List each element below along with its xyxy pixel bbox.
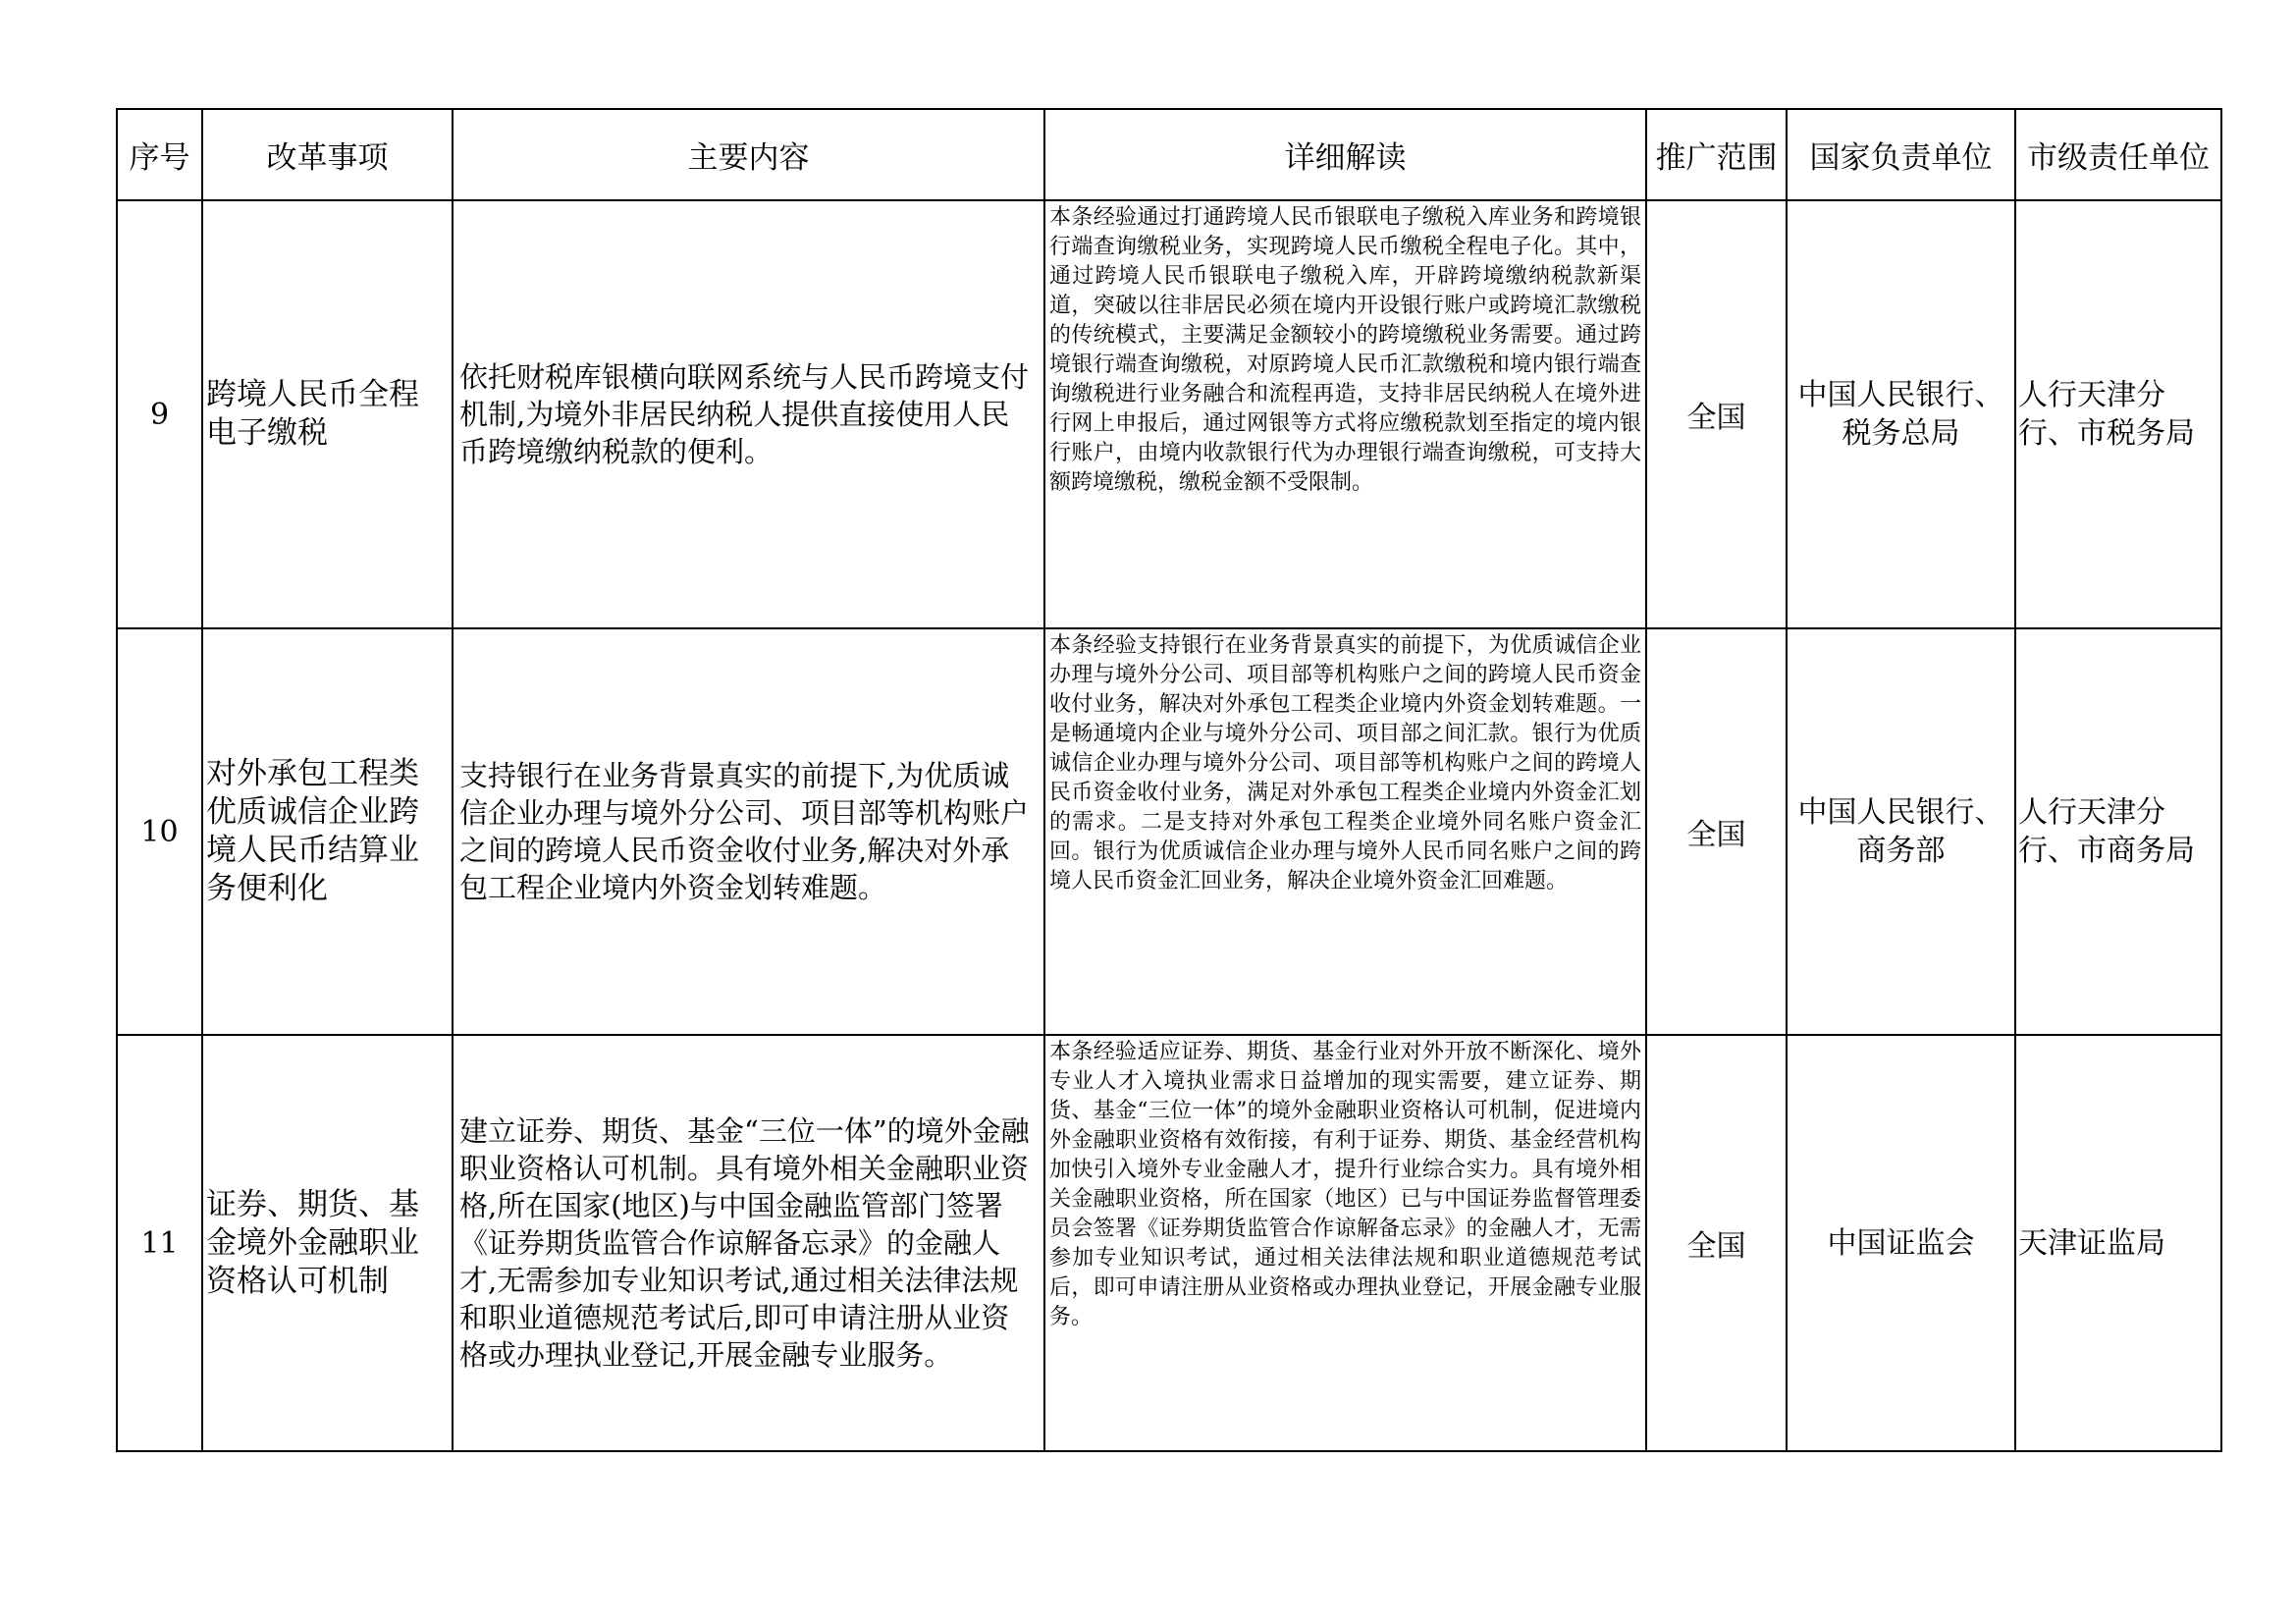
table-row [117, 200, 2221, 628]
header-scope: 推广范围 [1646, 109, 1787, 200]
row-municipal: 人行天津分行、市税务局 [2015, 200, 2221, 628]
header-detail: 详细解读 [1044, 109, 1646, 200]
row-content: 建立证券、期货、基金“三位一体”的境外金融职业资格认可机制。具有境外相关金融职业资格,所在国家(地区)与中国金融监管部门签署《证券期货监管合作谅解备忘录》的金融人才,无需参加专业知识考试,通过相关法律法规和职业道德规范考试后,即可申请注册从业资格或办理执业登记,开展金融专业服务。 [453, 1035, 1044, 1451]
row-scope: 全国 [1646, 1035, 1787, 1451]
row-content: 支持银行在业务背景真实的前提下,为优质诚信企业办理与境外分公司、项目部等机构账户之间的跨境人民币资金收付业务,解决对外承包工程企业境内外资金划转难题。 [453, 628, 1044, 1035]
row-municipal: 人行天津分行、市商务局 [2015, 628, 2221, 1035]
row-item: 证券、期货、基金境外金融职业资格认可机制 [202, 1035, 453, 1451]
header-national: 国家负责单位 [1787, 109, 2015, 200]
row-seq: 10 [117, 628, 202, 1035]
header-item: 改革事项 [202, 109, 453, 200]
table-row [117, 1035, 2221, 1451]
row-item: 跨境人民币全程电子缴税 [202, 200, 453, 628]
row-detail: 本条经验适应证券、期货、基金行业对外开放不断深化、境外专业人才入境执业需求日益增加的现实需要，建立证券、期货、基金“三位一体”的境外金融职业资格认可机制，促进境内外金融职业资格有效衔接，有利于证券、期货、基金经营机构加快引入境外专业金融人才，提升行业综合实力。具有境外相关金融职业资格，所在国家（地区）已与中国证券监督管理委员会签署《证券期货监管合作谅解备忘录》的金融人才，无需参加专业知识考试，通过相关法律法规和职业道德规范考试后，即可申请注册从业资格或办理执业登记，开展金融专业服务。 [1044, 1035, 1646, 1451]
row-scope: 全国 [1646, 200, 1787, 628]
row-national: 中国证监会 [1787, 1035, 2015, 1451]
header-municipal: 市级责任单位 [2015, 109, 2221, 200]
row-content: 依托财税库银横向联网系统与人民币跨境支付机制,为境外非居民纳税人提供直接使用人民币跨境缴纳税款的便利。 [453, 200, 1044, 628]
row-detail: 本条经验支持银行在业务背景真实的前提下，为优质诚信企业办理与境外分公司、项目部等机构账户之间的跨境人民币资金收付业务，解决对外承包工程类企业境内外资金划转难题。一是畅通境内企业与境外分公司、项目部之间汇款。银行为优质诚信企业办理与境外分公司、项目部等机构账户之间的跨境人民币资金收付业务，满足对外承包工程类企业境内外资金汇划的需求。二是支持对外承包工程类企业境外同名账户资金汇回。银行为优质诚信企业办理与境外人民币同名账户之间的跨境人民币资金汇回业务，解决企业境外资金汇回难题。 [1044, 628, 1646, 1035]
row-national: 中国人民银行、税务总局 [1787, 200, 2015, 628]
row-seq: 11 [117, 1035, 202, 1451]
header-row [117, 109, 2221, 200]
table-row [117, 628, 2221, 1035]
row-municipal: 天津证监局 [2015, 1035, 2221, 1451]
row-scope: 全国 [1646, 628, 1787, 1035]
header-content: 主要内容 [453, 109, 1044, 200]
row-item: 对外承包工程类优质诚信企业跨境人民币结算业务便利化 [202, 628, 453, 1035]
header-seq: 序号 [117, 109, 202, 200]
row-national: 中国人民银行、商务部 [1787, 628, 2015, 1035]
reform-table [116, 108, 2222, 1452]
row-seq: 9 [117, 200, 202, 628]
row-detail: 本条经验通过打通跨境人民币银联电子缴税入库业务和跨境银行端查询缴税业务，实现跨境人民币缴税全程电子化。其中，通过跨境人民币银联电子缴税入库，开辟跨境缴纳税款新渠道，突破以往非居民必须在境内开设银行账户或跨境汇款缴税的传统模式，主要满足金额较小的跨境缴税业务需要。通过跨境银行端查询缴税，对原跨境人民币汇款缴税和境内银行端查询缴税进行业务融合和流程再造，支持非居民纳税人在境外进行网上申报后，通过网银等方式将应缴税款划至指定的境内银行账户，由境内收款银行代为办理银行端查询缴税，可支持大额跨境缴税，缴税金额不受限制。 [1044, 200, 1646, 628]
